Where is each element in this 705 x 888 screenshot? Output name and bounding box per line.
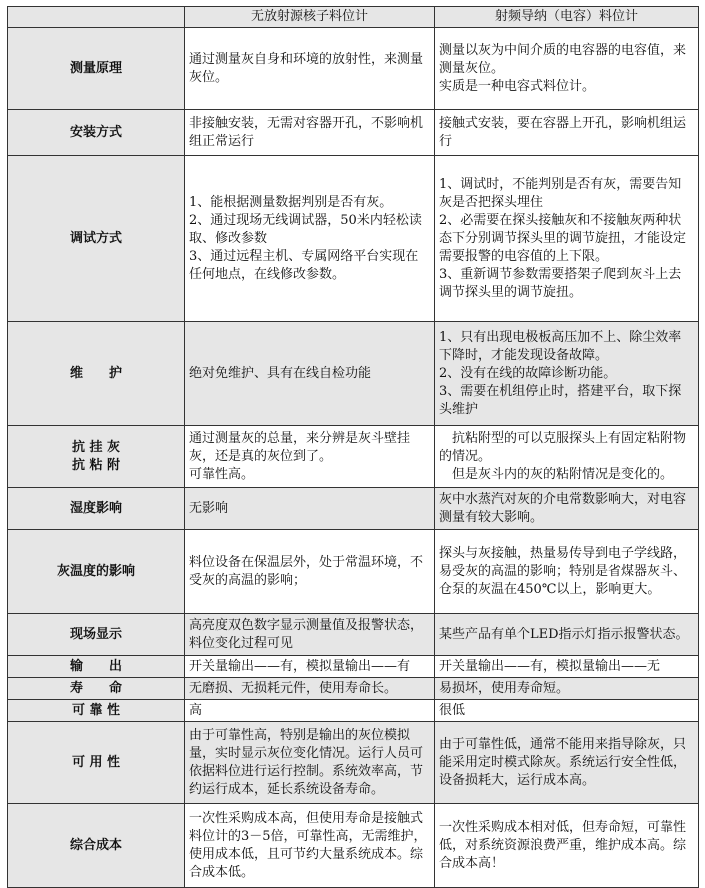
table-row: [8, 656, 699, 678]
rf-cell: [435, 614, 699, 656]
table-row: [8, 110, 699, 156]
row-label: [8, 110, 185, 156]
table-row: [8, 700, 699, 722]
nuclear-cell: [185, 530, 435, 614]
rf-cell: [435, 28, 699, 110]
row-label: [8, 656, 185, 678]
nuclear-text: 2、通过现场无线调试器，50米内轻松读取、修改参数: [189, 212, 422, 246]
rf-text: 2、必需要在探头接触灰和不接触灰两种状态下分别调节探头里的调节旋扭，才能设定需要报警的电容值的上下限。: [439, 212, 687, 264]
nuclear-text: 一次性采购成本高，但使用寿命是接触式料位计的3－5倍，可靠性高，无需维护，使用成本低，且可节约大量系统成本。综合成本低。: [189, 810, 427, 880]
rf-text: 3、需要在机组停止时，搭建平台，取下探头维护: [439, 383, 682, 417]
row-label-text: 抗 挂 灰: [71, 439, 121, 455]
nuclear-text: 通过测量灰自身和环境的放射性，来测量灰位。: [189, 51, 424, 85]
row-label-text: 综合成本: [69, 837, 122, 853]
rf-text: 一次性采购成本相对低，但寿命短，可靠性低，对系统资源浪费严重，维护成本高。综合成本高！: [439, 819, 687, 871]
nuclear-cell: [185, 426, 435, 488]
rf-cell: [435, 426, 699, 488]
comparison-table: [7, 6, 699, 888]
rf-cell: [435, 530, 699, 614]
nuclear-text: 无影响: [189, 500, 229, 516]
rf-text: 2、没有在线的故障诊断功能。: [439, 365, 617, 381]
rf-text: 很低: [439, 702, 466, 718]
rf-cell: [435, 156, 699, 322]
rf-text: 接触式安装，要在容器上开孔，影响机组运行: [439, 115, 687, 149]
row-label: [8, 722, 185, 804]
nuclear-cell: [185, 110, 435, 156]
rf-cell: [435, 678, 699, 700]
row-label: [8, 488, 185, 530]
rf-text: 探头与灰接触，热量易传导到电子学线路，易受灰的高温的影响；特别是省煤器灰斗、仓泵的灰温在450℃以上，影响更大。: [439, 545, 687, 597]
row-label-text: 安装方式: [69, 124, 122, 140]
row-label: [8, 678, 185, 700]
table-row: [8, 722, 699, 804]
nuclear-cell: [185, 804, 435, 888]
nuclear-text: 料位设备在保温层外，处于常温环境，不受灰的高温的影响；: [189, 554, 424, 588]
rf-text: 1、只有出现电极板高压加不上、除尘效率下降时，才能发现设备故障。: [439, 329, 682, 363]
rf-text: 实质是一种电容式料位计。: [439, 78, 596, 94]
rf-text: 测量以灰为中间介质的电容器的电容值，来测量灰位。: [439, 42, 687, 76]
row-label-text: 灰温度的影响: [56, 563, 135, 579]
nuclear-cell: [185, 156, 435, 322]
row-label-text: 可 用 性: [71, 754, 121, 770]
nuclear-cell: [185, 614, 435, 656]
rf-cell: [435, 656, 699, 678]
row-label: [8, 426, 185, 488]
row-label: [8, 804, 185, 888]
nuclear-text: 可靠性高。: [189, 466, 255, 482]
row-label-text: 调试方式: [69, 230, 122, 246]
header-corner: [8, 7, 185, 28]
row-label-text: 可 靠 性: [71, 702, 121, 718]
table-row: [8, 614, 699, 656]
nuclear-text: 由于可靠性高，特别是输出的灰位模拟量，实时显示灰位变化情况。运行人员可依据料位进行运行控制。系统效率高，节约运行成本，延长系统设备寿命。: [189, 727, 424, 797]
nuclear-cell: [185, 28, 435, 110]
nuclear-text: 非接触安装，无需对容器开孔，不影响机组正常运行: [189, 115, 424, 149]
nuclear-text: 通过测量灰的总量，来分辨是灰斗壁挂灰，还是真的灰位到了。: [189, 430, 411, 464]
nuclear-text: 3、通过远程主机、专属网络平台实现在任何地点，在线修改参数。: [189, 248, 419, 282]
table-row: [8, 488, 699, 530]
header-row: [8, 7, 699, 28]
rf-text: 由于可靠性低，通常不能用来指导除灰，只能采用定时模式除灰。系统运行安全性低，设备损耗大，运行成本高。: [439, 736, 687, 788]
nuclear-text: 开关量输出——有，模拟量输出——有: [189, 658, 411, 674]
row-label-text: 现场显示: [69, 626, 122, 642]
rf-cell: [435, 322, 699, 426]
table-row: [8, 804, 699, 888]
row-label: [8, 700, 185, 722]
rf-text: 1、调试时，不能判别是否有灰，需要告知灰是否把探头埋住: [439, 176, 682, 210]
rf-text: 灰中水蒸汽对灰的介电常数影响大，对电容测量有较大影响。: [439, 491, 687, 525]
rf-text: 但是灰斗内的灰的粘附情况是变化的。: [439, 466, 674, 482]
row-label: [8, 530, 185, 614]
rf-cell: [435, 700, 699, 722]
nuclear-text: 高: [189, 702, 203, 718]
nuclear-cell: [185, 722, 435, 804]
row-label-text: 寿 命: [69, 680, 122, 696]
row-label-text: 测量原理: [69, 60, 122, 76]
rf-text: 抗粘附型的可以克服探头上有固定粘附物的情况。: [439, 430, 687, 464]
comparison-table-wrapper: [7, 6, 699, 888]
rf-cell: [435, 110, 699, 156]
nuclear-cell: [185, 656, 435, 678]
row-label-text: 抗 粘 附: [71, 457, 121, 473]
nuclear-text: 绝对免维护、具有在线自检功能: [189, 365, 372, 381]
row-label-text: 输 出: [69, 658, 122, 674]
nuclear-cell: [185, 322, 435, 426]
nuclear-text: 1、能根据测量数据判别是否有灰。: [189, 194, 393, 210]
table-row: [8, 426, 699, 488]
header-rf-admittance-level-meter: 射频导纳（电容）料位计: [435, 7, 699, 28]
row-label-text: 维 护: [69, 365, 122, 381]
rf-cell: [435, 722, 699, 804]
row-label: [8, 322, 185, 426]
table-row: [8, 322, 699, 426]
nuclear-text: 无磨损、无损耗元件，使用寿命长。: [189, 680, 398, 696]
nuclear-text: 高亮度双色数字显示测量值及报警状态，料位变化过程可见: [189, 617, 424, 651]
rf-text: 3、重新调节参数需要搭架子爬到灰斗上去调节探头里的调节旋扭。: [439, 266, 682, 300]
nuclear-cell: [185, 678, 435, 700]
nuclear-cell: [185, 700, 435, 722]
rf-cell: [435, 804, 699, 888]
header-nuclear-level-meter: 无放射源核子料位计: [185, 7, 435, 28]
table-row: [8, 530, 699, 614]
row-label-text: 湿度影响: [69, 500, 122, 516]
rf-text: 易损坏，使用寿命短。: [439, 680, 570, 696]
rf-cell: [435, 488, 699, 530]
table-row: [8, 28, 699, 110]
rf-text: 某些产品有单个LED指示灯指示报警状态。: [439, 626, 689, 642]
row-label: [8, 614, 185, 656]
table-row: [8, 156, 699, 322]
row-label: [8, 28, 185, 110]
nuclear-cell: [185, 488, 435, 530]
rf-text: 开关量输出——有，模拟量输出——无: [439, 658, 661, 674]
table-row: [8, 678, 699, 700]
row-label: [8, 156, 185, 322]
